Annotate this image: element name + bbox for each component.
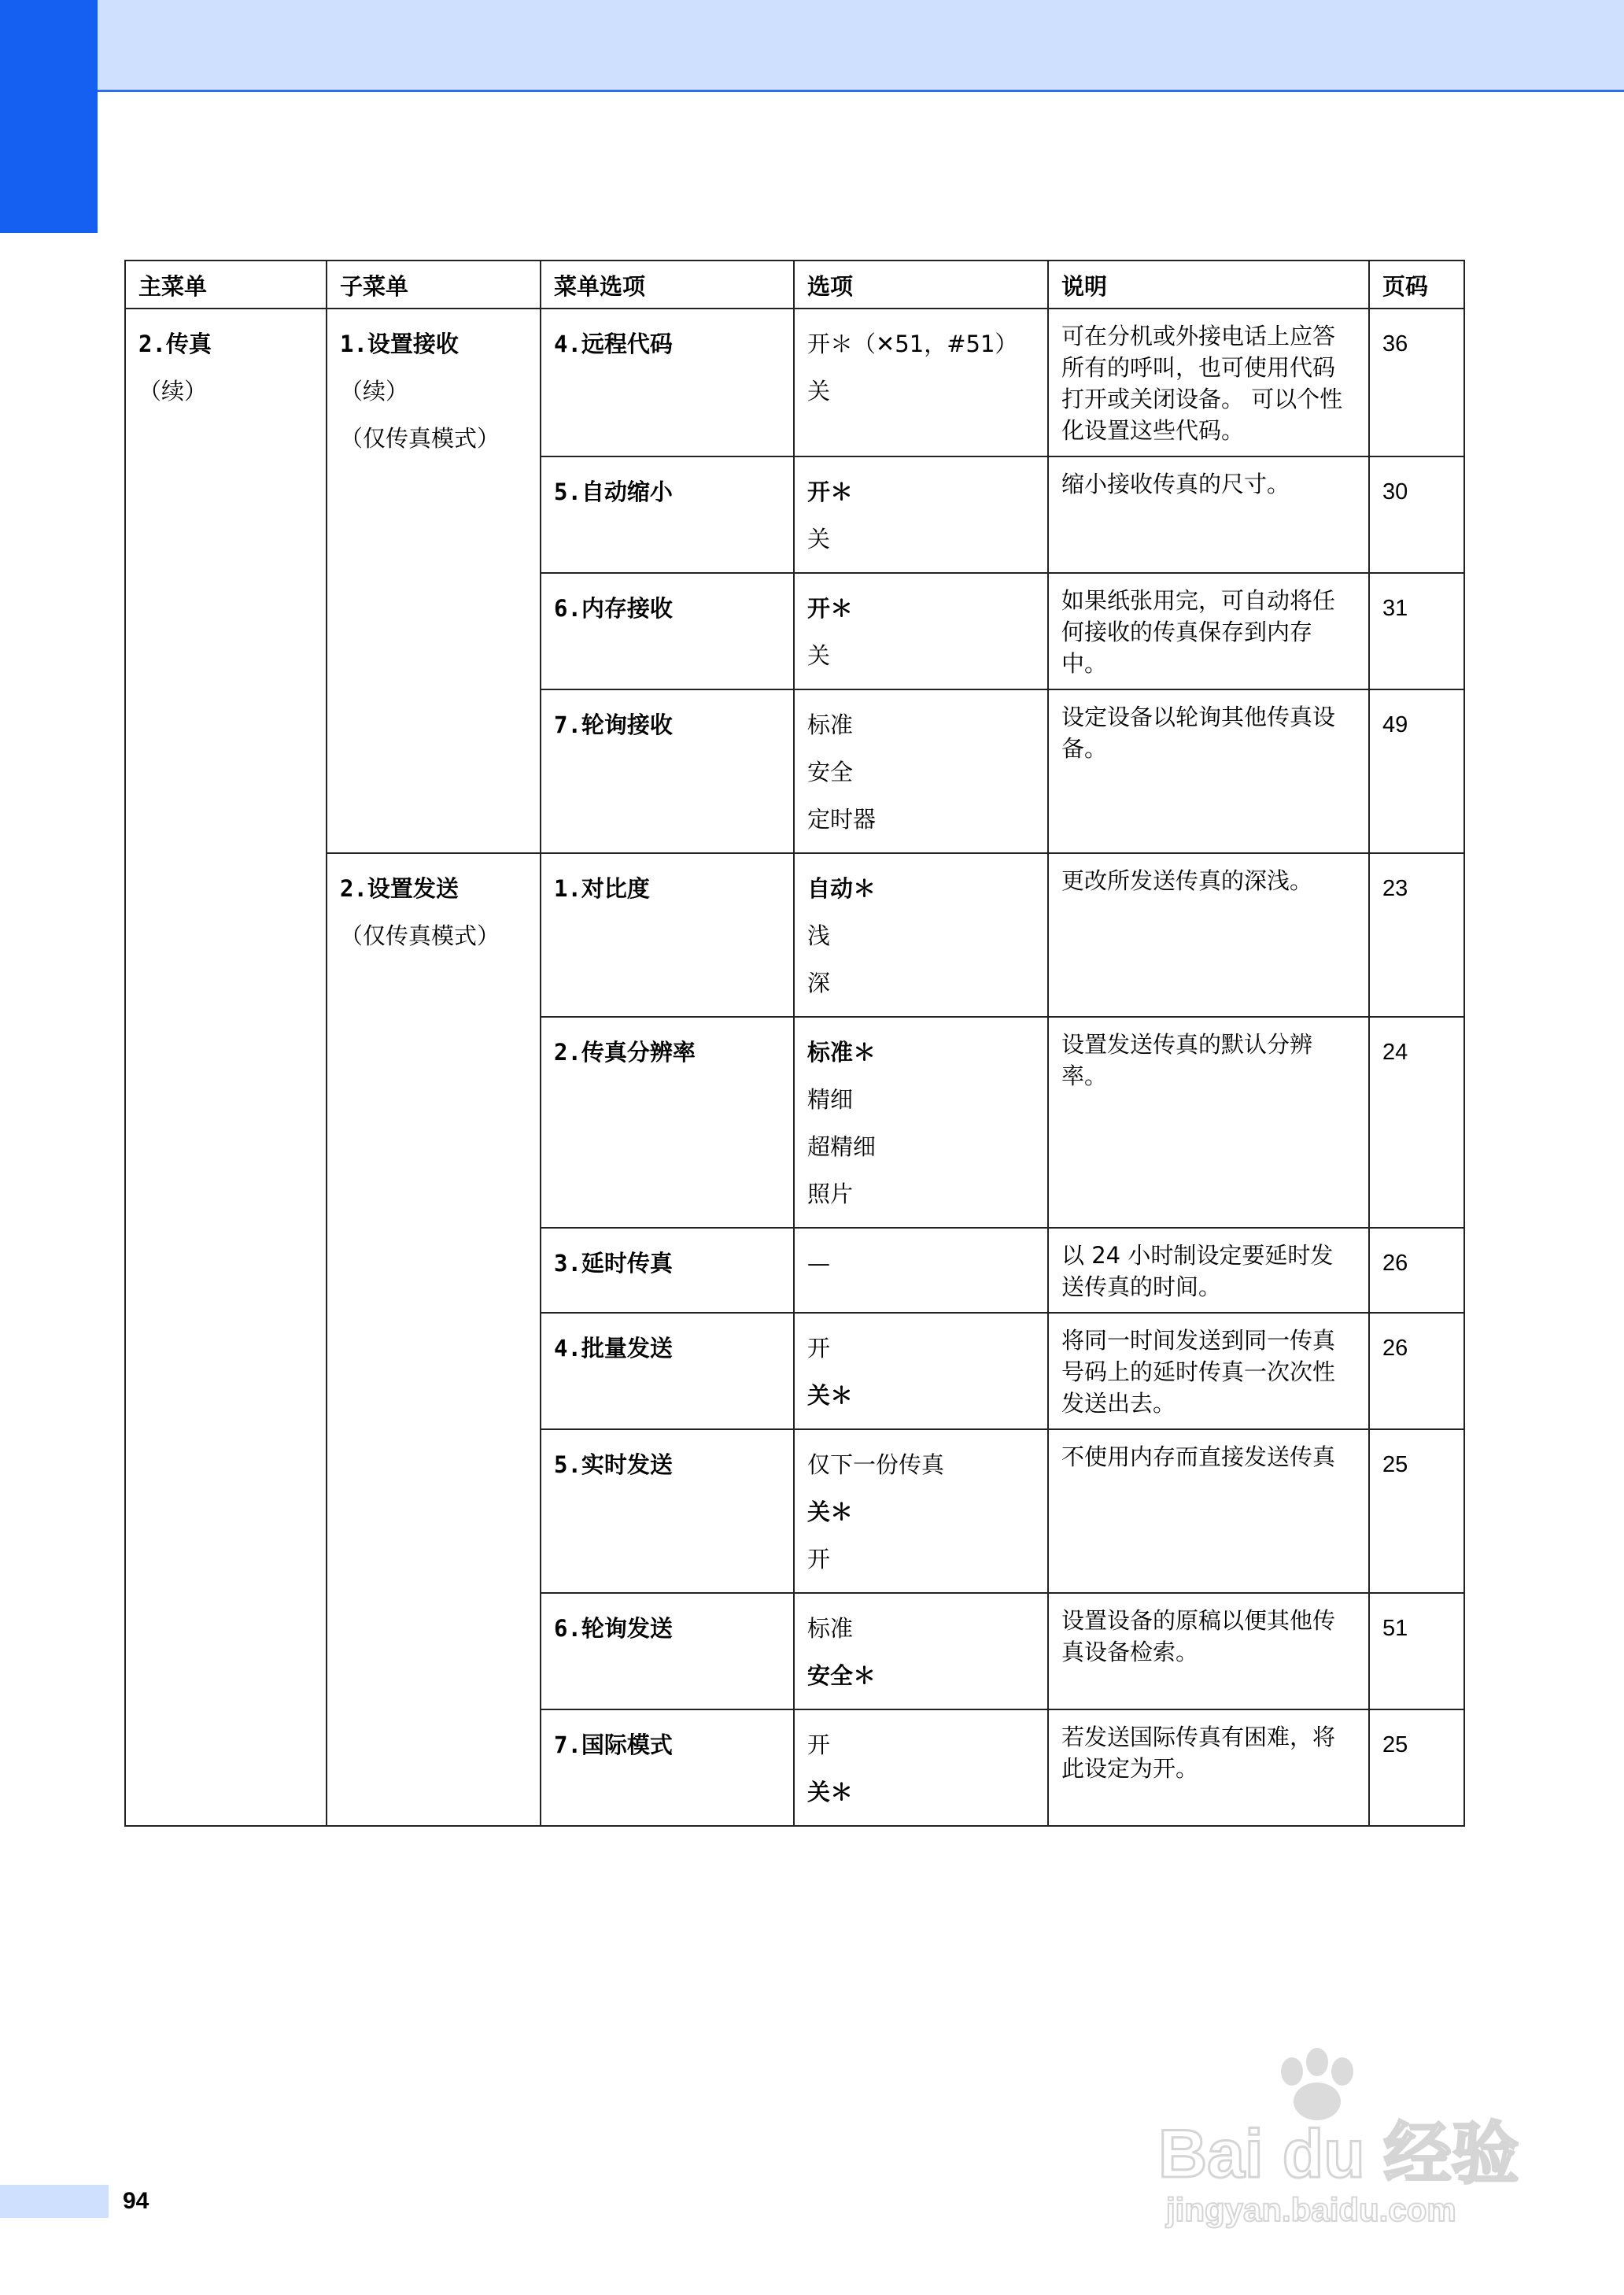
page-cell <box>1369 1313 1464 1429</box>
table-row <box>125 309 1464 456</box>
option-value: 标准＊ <box>807 1039 877 1066</box>
description-cell <box>1048 1017 1369 1228</box>
page-cell <box>1369 1017 1464 1228</box>
submenu-title: 2.设置发送 <box>340 875 459 902</box>
description: 不使用内存而直接发送传真 <box>1061 1443 1336 1470</box>
menu-item: 7.轮询接收 <box>554 711 673 738</box>
page-number: 94 <box>123 2188 149 2214</box>
description-cell <box>1048 309 1369 456</box>
options-cell <box>794 1429 1048 1593</box>
page-cell <box>1369 1593 1464 1709</box>
page-ref: 25 <box>1382 1452 1408 1477</box>
description-cell <box>1048 1709 1369 1826</box>
menu-item: 4.批量发送 <box>554 1335 673 1362</box>
description-cell <box>1048 573 1369 689</box>
description: 缩小接收传真的尺寸。 <box>1061 471 1290 497</box>
options-cell <box>794 853 1048 1017</box>
page-cell <box>1369 853 1464 1017</box>
description-cell <box>1048 689 1369 853</box>
col-header-page: 页码 <box>1369 261 1464 309</box>
option-value: 精细 <box>807 1086 854 1113</box>
description-cell <box>1048 1593 1369 1709</box>
option-value: 关＊ <box>807 1382 854 1409</box>
page-cell <box>1369 1709 1464 1826</box>
col-header-options: 选项 <box>794 261 1048 309</box>
description: 设定设备以轮询其他传真设备。 <box>1061 704 1336 762</box>
page-ref: 23 <box>1382 876 1408 901</box>
menu-item: 2.传真分辨率 <box>554 1039 696 1066</box>
menu-item: 7.国际模式 <box>554 1731 673 1758</box>
menu-item: 6.内存接收 <box>554 595 673 622</box>
options-cell <box>794 456 1048 573</box>
menu-item: 5.自动缩小 <box>554 479 673 505</box>
option-value: 开＊（✕51，#51） <box>807 331 1018 357</box>
option-value: 标准 <box>807 1615 854 1642</box>
page-cell <box>1369 309 1464 456</box>
option-value: 超精细 <box>807 1133 877 1160</box>
page-cell <box>1369 573 1464 689</box>
option-value: 安全＊ <box>807 1662 877 1689</box>
options-cell <box>794 1593 1048 1709</box>
col-header-desc: 说明 <box>1048 261 1369 309</box>
page-ref: 25 <box>1382 1732 1408 1757</box>
submenu-title: 1.设置接收 <box>340 331 459 357</box>
option-value: 关＊ <box>807 1779 854 1805</box>
option-value: 关＊ <box>807 1499 854 1525</box>
description: 将同一时间发送到同一传真号码上的延时传真一次次性发送出去。 <box>1061 1327 1336 1417</box>
main-menu-cell <box>125 309 327 1826</box>
page-ref: 31 <box>1382 596 1408 621</box>
description: 如果纸张用完，可自动将任何接收的传真保存到内存中。 <box>1061 587 1336 677</box>
menu-item-cell <box>541 1017 794 1228</box>
main-menu-title: 2.传真 <box>138 331 212 357</box>
watermark-url: jingyan.baidu.com <box>1166 2191 1456 2228</box>
option-value: 关 <box>807 378 831 405</box>
option-value: 定时器 <box>807 806 877 833</box>
options-cell <box>794 1709 1048 1826</box>
menu-item-cell <box>541 456 794 573</box>
submenu-note: （仅传真模式） <box>340 922 500 949</box>
option-value: 关 <box>807 642 831 669</box>
description-cell <box>1048 456 1369 573</box>
description: 若发送国际传真有困难，将此设定为开。 <box>1061 1724 1336 1782</box>
description: 设置发送传真的默认分辨率。 <box>1061 1031 1313 1089</box>
option-value: 自动＊ <box>807 875 877 902</box>
option-value: 深 <box>807 970 831 996</box>
option-value: 仅下一份传真 <box>807 1451 945 1478</box>
menu-item-cell <box>541 573 794 689</box>
baidu-watermark <box>1150 2043 1528 2232</box>
watermark-brand: Bai du 经验 <box>1158 2116 1519 2192</box>
description: 可在分机或外接电话上应答所有的呼叫，也可使用代码打开或关闭设备。 可以个性化设置这些代码。 <box>1061 323 1343 444</box>
description-cell <box>1048 1313 1369 1429</box>
menu-item-cell <box>541 309 794 456</box>
option-value: 照片 <box>807 1181 854 1207</box>
description-cell <box>1048 1429 1369 1593</box>
menu-item-cell <box>541 1228 794 1313</box>
submenu-note: （续） <box>340 378 409 405</box>
menu-item-cell <box>541 1593 794 1709</box>
menu-item: 4.远程代码 <box>554 331 673 357</box>
options-cell <box>794 689 1048 853</box>
col-header-main: 主菜单 <box>125 261 327 309</box>
header-row <box>125 261 1464 309</box>
menu-item-cell <box>541 1313 794 1429</box>
submenu-cell <box>327 853 541 1826</box>
option-value: 关 <box>807 526 831 552</box>
main-menu-cont: （续） <box>138 378 208 405</box>
col-header-submenu: 子菜单 <box>327 261 541 309</box>
options-cell <box>794 1228 1048 1313</box>
menu-item: 5.实时发送 <box>554 1451 673 1478</box>
options-cell <box>794 309 1048 456</box>
menu-item-cell <box>541 689 794 853</box>
paw-icon <box>1281 2048 1353 2120</box>
options-cell <box>794 1017 1048 1228</box>
page-ref: 24 <box>1382 1040 1408 1065</box>
menu-item: 3.延时传真 <box>554 1250 673 1277</box>
submenu-note: （仅传真模式） <box>340 425 500 452</box>
option-value: 开 <box>807 1731 831 1758</box>
col-header-item: 菜单选项 <box>541 261 794 309</box>
options-cell <box>794 1313 1048 1429</box>
option-value: — <box>807 1250 830 1277</box>
page-ref: 26 <box>1382 1336 1408 1361</box>
option-value: 安全 <box>807 759 854 785</box>
menu-item-cell <box>541 1709 794 1826</box>
menu-item-cell <box>541 853 794 1017</box>
option-value: 开＊ <box>807 595 854 622</box>
footer-bar <box>0 2185 109 2218</box>
submenu-cell <box>327 309 541 853</box>
page-ref: 51 <box>1382 1616 1408 1641</box>
page-cell <box>1369 1228 1464 1313</box>
menu-item-cell <box>541 1429 794 1593</box>
page-cell <box>1369 1429 1464 1593</box>
option-value: 开 <box>807 1546 831 1572</box>
menu-item: 6.轮询发送 <box>554 1615 673 1642</box>
page-ref: 36 <box>1382 331 1408 357</box>
page-ref: 49 <box>1382 712 1408 737</box>
chapter-tab <box>0 0 98 233</box>
description: 设置设备的原稿以便其他传真设备检索。 <box>1061 1607 1336 1665</box>
description-cell <box>1048 853 1369 1017</box>
table-row <box>125 853 1464 1017</box>
option-value: 标准 <box>807 711 854 738</box>
header-band <box>0 0 1624 92</box>
option-value: 开 <box>807 1335 831 1362</box>
option-value: 浅 <box>807 922 831 949</box>
description-cell <box>1048 1228 1369 1313</box>
option-value: 开＊ <box>807 479 854 505</box>
page-ref: 26 <box>1382 1251 1408 1276</box>
menu-item: 1.对比度 <box>554 875 650 902</box>
menu-table <box>124 260 1465 1827</box>
page-ref: 30 <box>1382 479 1408 504</box>
page-cell <box>1369 689 1464 853</box>
description: 以 24 小时制设定要延时发送传真的时间。 <box>1061 1242 1334 1300</box>
description: 更改所发送传真的深浅。 <box>1061 867 1313 894</box>
page-cell <box>1369 456 1464 573</box>
options-cell <box>794 573 1048 689</box>
